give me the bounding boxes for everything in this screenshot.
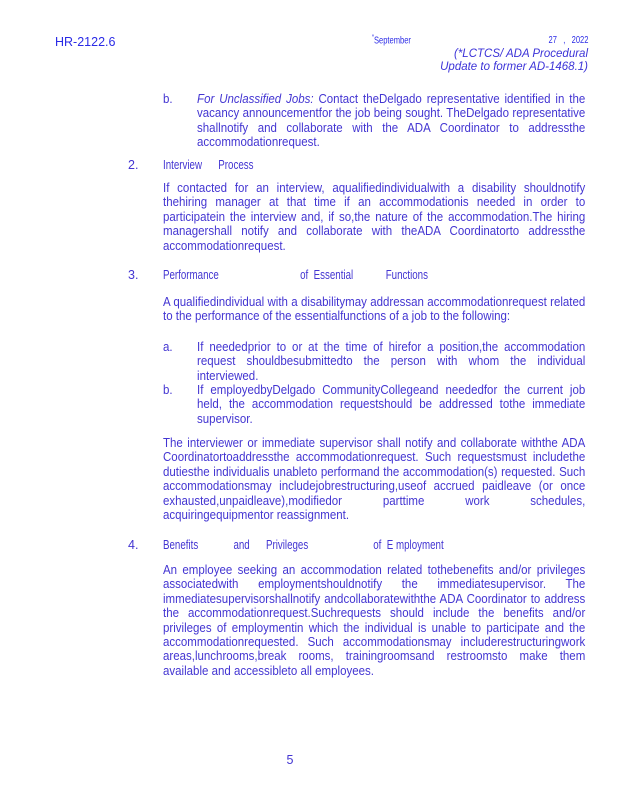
item-letter: a. [163, 340, 173, 354]
section-3-heading [128, 268, 503, 282]
section-title: Interview Process [163, 158, 254, 172]
item-letter: b. [163, 92, 173, 106]
procedural-note-line1: (*LCTCS/ ADA Procedural [454, 48, 588, 60]
item-lead-italic: For Unclassified Jobs: [197, 92, 314, 106]
doc-number: HR-2122.6 [55, 35, 116, 49]
item-text: If employedbyDelgado CommunityCollegeand neededfor the current job held, the accommodation requestshould be addressed tothe immediate supervisor. [197, 383, 586, 426]
section-number: 2. [128, 158, 139, 172]
section-title: Benefits and Privileges of E mployment [163, 538, 444, 552]
page-number: 5 [286, 753, 294, 767]
date-footnote-mark: * [372, 34, 374, 41]
section-number: 4. [128, 538, 139, 552]
section-title: Performance of Essential Functions [163, 268, 428, 282]
section-4-heading [128, 538, 523, 552]
procedural-note-line2: Update to former AD-1468.1) [440, 61, 588, 73]
list-item-b-unclassified-jobs [163, 92, 585, 150]
section-2-heading [128, 158, 279, 172]
list-item-b [163, 383, 585, 426]
date-value: 27 , 2022 [548, 34, 588, 46]
date-month: *September [372, 34, 411, 47]
section-3-paragraph: A qualifiedindividual with a disabilitymay addressan accommodationrequest related to the performance of the essentialfunctions of a job to the following: [163, 295, 586, 324]
item-text: If neededprior to or at the time of hirefor a position,the accommodation request shouldbesubmittedto the person with whom the individual interviewed. [197, 340, 586, 383]
item-text: For Unclassified Jobs: Contact theDelgado representative identified in the vacancy announcementfor the job being sought. TheDelgado representative shallnotify and collaborate with the ADA Coordinator to addressthe accommodationrequest. [197, 92, 586, 150]
list-item-a [163, 340, 585, 383]
item-letter: b. [163, 383, 173, 397]
section-2-paragraph: If contacted for an interview, aqualifiedindividualwith a disability shouldnotify thehiring manager at that time if an accommodationis needed in order to participatein the interview and, if so,the nature of the accommodation.The hiring managershall notify and collaborate with theADA Coordinatorto addressthe accommodationrequest. [163, 181, 586, 253]
date-line [372, 34, 588, 47]
section-3-paragraph-2: The interviewer or immediate supervisor shall notify and collaborate withthe ADA Coordinatortoaddressthe accommodationrequest. Such requestsmust includethe dutiesthe individualis unableto performand the accommodation(s) requested. Such accommodationsmay includejobrestructuring,useof accrued paidleave (or once exhausted,unpaidleave),modifiedor parttime work schedules, acquiringequipmentor reassignment. [163, 436, 586, 523]
section-number: 3. [128, 268, 139, 282]
section-4-paragraph: An employee seeking an accommodation related tothebenefits and/or privileges associatedwith employmentshouldnotify the immediatesupervisor. The immediatesupervisorshallnotify andcollaboratewiththe ADA Coordinator to address the accommodationrequest.Suchrequests should include the benefits and/or privileges of employmentin which the individual is unable to participate and the accommodationrequested. Such accommodationsmay includerestructuringwork areas,lunchrooms,break rooms, trainingroomsand restroomsto make them available and accessibleto all employees. [163, 563, 586, 678]
